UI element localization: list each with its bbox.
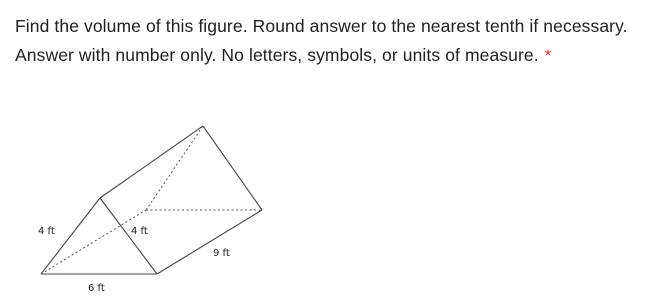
label-base: 6 ft xyxy=(88,283,105,294)
label-height: 4 ft xyxy=(131,226,148,237)
front-triangle-right-edge xyxy=(100,198,157,274)
back-triangle-right-edge xyxy=(203,126,262,210)
top-lateral-edge xyxy=(100,126,203,198)
required-asterisk: * xyxy=(544,46,552,65)
hidden-lateral-edge xyxy=(41,210,146,274)
question-text: Find the volume of this figure. Round answer to the nearest tenth if necessary. Answer with number only. No letters, symbols, or units of measure. xyxy=(15,16,628,65)
hidden-back-left-edge xyxy=(146,126,203,210)
label-left-side: 4 ft xyxy=(38,226,55,237)
bottom-lateral-edge xyxy=(157,210,262,274)
label-length: 9 ft xyxy=(213,248,230,259)
